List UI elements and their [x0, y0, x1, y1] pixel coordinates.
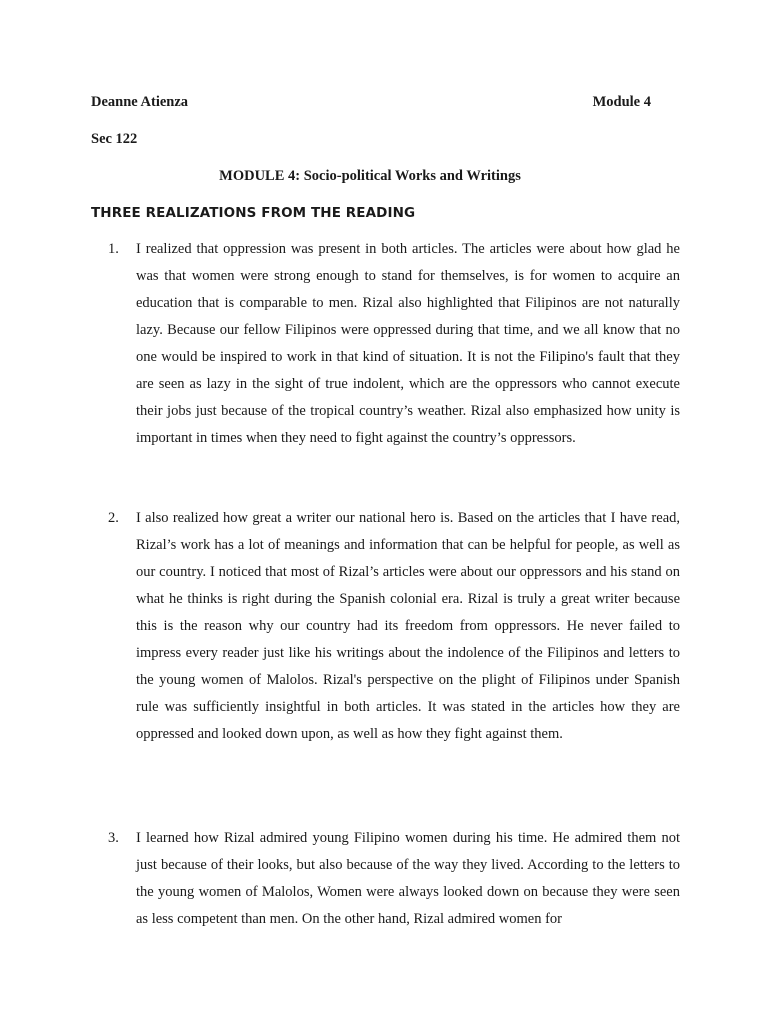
author-name: Deanne Atienza: [91, 94, 189, 110]
list-item-text: I also realized how great a writer our national hero is. Based on the articles that I have read, Rizal’s work has a lot of meanings and information that can be helpful for people, as well as our country. I noticed that most of Rizal’s articles were about our oppressors and his stand on what he thinks is right during the Spanish colonial era. Rizal is truly a great writer because this is the reason why our country had its freedom from oppressors. He never failed to impress every reader just like his writings about the indolence of the Filipinos and letters to the young women of Malolos. Rizal's perspective on the plight of Filipinos under Spanish rule was sufficiently insightful in both articles. It was stated in the articles how they are oppressed and looked down upon, as well as how they fight against them.: [136, 510, 680, 742]
section-heading: THREE REALIZATIONS FROM THE READING: [91, 205, 416, 221]
module-label: Module 4: [592, 94, 651, 110]
list-item-number: 2.: [108, 510, 119, 526]
list-item-text: I realized that oppression was present in both articles. The articles were about how glad he was that women were strong enough to stand for themselves, is for women to acquire an education that is comparable to men. Rizal also highlighted that Filipinos are not naturally lazy. Because our fellow Filipinos were oppressed during that time, and we all know that no one would be inspired to work in that kind of situation. It is not the Filipino's fault that they are seen as lazy in the sight of true indolent, which are the oppressors who cannot execute their jobs just because of the tropical country’s weather. Rizal also emphasized how unity is important in times when they need to fight against the country’s oppressors.: [136, 241, 680, 446]
document-title-text: MODULE 4: Socio-political Works and Writings: [219, 168, 521, 184]
list-item-number: 3.: [108, 830, 119, 846]
section-number: Sec 122: [91, 131, 138, 147]
list-item-number: 1.: [108, 241, 119, 257]
document-title: [0, 166, 768, 186]
list-item-text: I learned how Rizal admired young Filipino women during his time. He admired them not just because of their looks, but also because of the way they lived. According to the letters to the young women of Malolos, Women were always looked down on because they were seen as less competent than men. On the other hand, Rizal admired women for: [136, 830, 680, 927]
